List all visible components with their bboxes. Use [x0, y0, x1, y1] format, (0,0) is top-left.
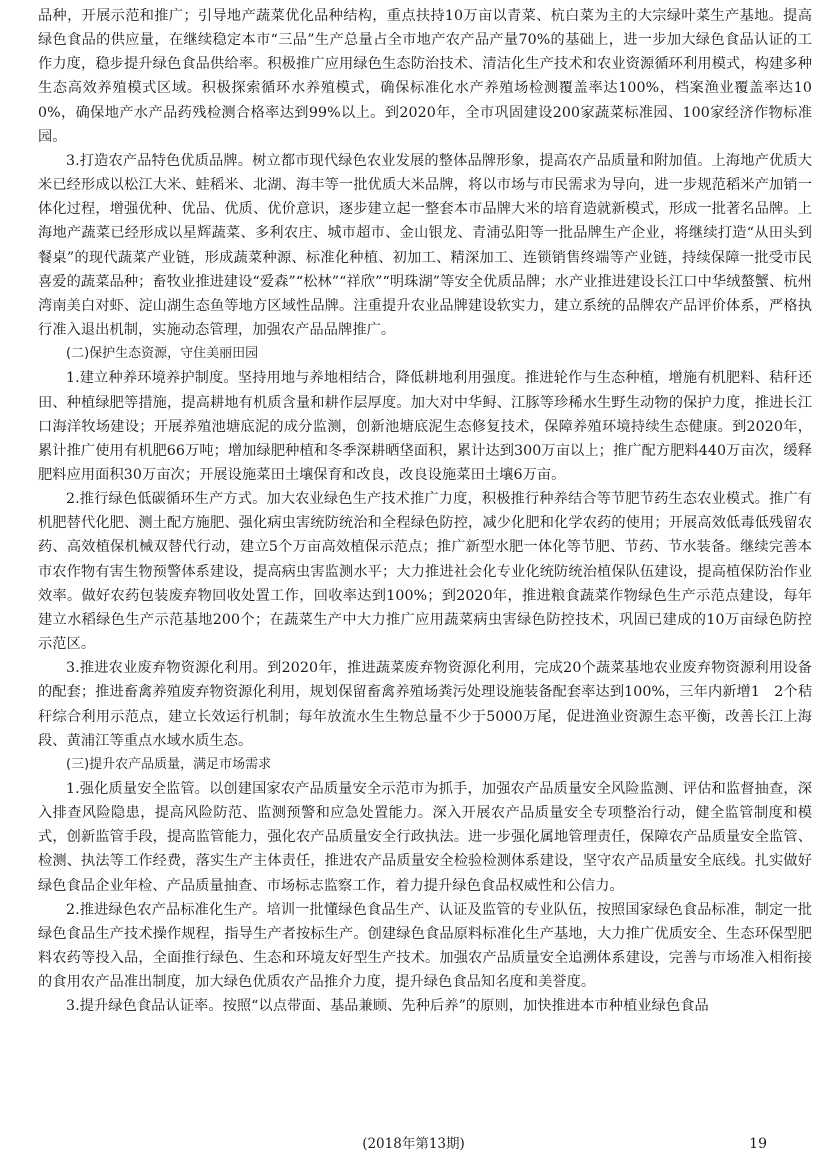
body-paragraph: 3.推进农业废弃物资源化利用。到2020年，推进蔬菜废弃物资源化利用，完成20个蔬菜基地农业废弃物资源利用设备的配套；推进畜禽养殖废弃物资源化利用，规划保留畜禽养殖场粪污处理设施装备配套率达到100%，三年内新增1 2个秸秆综合利用示范点，建立长效运行机制；每年放流水生生物总量不少于5000万尾，促进渔业资源生态平衡，改善长江上海段、黄浦江等重点水域水质生态。 [38, 660, 812, 749]
body-paragraph: 品种，开展示范和推广；引导地产蔬菜优化品种结构，重点扶持10万亩以青菜、杭白菜为主的大宗绿叶菜生产基地。提高绿色食品的供应量，在继续稳定本市“三品”生产总量占全市地产农产品产量70%的基础上，进一步加大绿色食品认证的工作力度，稳步提升绿色食品供给率。积极推广应用绿色生态防治技术、清洁化生产技术和农业资源循环利用模式，构建多种生态高效养殖模式区域。积极探索循环水养殖模式，确保标准化水产养殖场检测覆盖率达100%，档案渔业覆盖率达100%，确保地产水产品药残检测合格率达到99%以上。到2020年，全市巩固建设200家蔬菜标准园、100家经济作物标准园。 [38, 8, 812, 145]
issue-label: (2018年第13期) [362, 1136, 465, 1152]
body-paragraph: 2.推行绿色低碳循环生产方式。加大农业绿色生产技术推广力度，积极推行种养结合等节肥节药生态农业模式。推广有机肥替代化肥、测土配方施肥、强化病虫害统防统治和全程绿色防控，减少化肥和化学农药的使用；开展高效低毒低残留农药、高效植保机械双替代行动，建立5个万亩高效植保示范点；推广新型水肥一体化等节肥、节药、节水装备。继续完善本市农作物有害生物预警体系建设，提高病虫害监测水平；大力推进社会化专业化统防统治植保队伍建设，提高植保防治作业效率。做好农药包装废弃物回收处置工作，回收率达到100%；到2020年，推进粮食蔬菜作物绿色生产示范点建设，每年建立水稻绿色生产示范基地200个；在蔬菜生产中大力推广应用蔬菜病虫害绿色防控技术，巩固已建成的10万亩绿色防控示范区。 [38, 491, 812, 653]
section-heading: (三)提升农产品质量，满足市场需求 [66, 756, 272, 772]
body-paragraph: 3.提升绿色食品认证率。按照“以点带面、基品兼顾、先种后养”的原则，加快推进本市种植业绿色食品 [66, 998, 709, 1015]
body-paragraph: 1.强化质量安全监管。以创建国家农产品质量安全示范市为抓手，加强农产品质量安全风险监测、评估和监督抽查，深入排查风险隐患，提高风险防范、监测预警和应急处置能力。深入开展农产品质量安全专项整治行动，健全监管制度和模式，创新监管手段，提高监管能力，强化农产品质量安全行政执法。进一步强化属地管理责任，保障农产品质量安全监管、检测、执法等工作经费，落实生产主体责任，推进农产品质量安全检验检测体系建设，坚守农产品质量安全底线。扎实做好绿色食品企业年检、产品质量抽查、市场标志监察工作，着力提升绿色食品权威性和公信力。 [38, 781, 812, 894]
page-footer [0, 1132, 827, 1156]
document-body [38, 4, 812, 1019]
body-paragraph: 3.打造农产品特色优质品牌。树立都市现代绿色农业发展的整体品牌形象，提高农产品质量和附加值。上海地产优质大米已经形成以松江大米、蛙稻米、北湖、海丰等一批优质大米品牌，将以市场与市民需求为导向，进一步规范稻米产加销一体化过程，增强优种、优品、优质、优价意识，逐步建立起一整套本市品牌大米的培育造就新模式，形成一批著名品牌。上海地产蔬菜已经形成以星辉蔬菜、多利农庄、城市超市、金山银龙、青浦弘阳等一批品牌生产企业，将继续打造“从田头到餐桌”的现代蔬菜产业链，形成蔬菜种源、标准化种植、初加工、精深加工、连锁销售终端等产业链，持续保障一批受市民喜爱的蔬菜品种；畜牧业推进建设“爱森”“松林”“祥欣”“明珠湖”等安全优质品牌；水产业推进建设长江口中华绒螯蟹、杭州湾南美白对虾、淀山湖生态鱼等地方区域性品牌。注重提升农业品牌建设软实力，建立系统的品牌农产品评价体系，严格执行准入退出机制，实施动态管理，加强农产品品牌推广。 [38, 152, 812, 339]
body-paragraph: 1.建立种养环境养护制度。坚持用地与养地相结合，降低耕地利用强度。推进轮作与生态种植，增施有机肥料、秸秆还田、种植绿肥等措施，提高耕地有机质含量和耕作层厚度。加大对中华鲟、江豚等珍稀水生野生动物的保护力度，推进长江口海洋牧场建设；开展养殖池塘底泥的成分监测，创新池塘底泥生态修复技术，保障养殖环境持续生态健康。到2020年，累计推广使用有机肥66万吨；增加绿肥种植和冬季深耕晒垡面积，累计达到300万亩以上；推广配方肥料440万亩次，缓释肥料应用面积30万亩次；开展设施菜田土壤保育和改良，改良设施菜田土壤6万亩。 [38, 370, 812, 483]
page-number: 19 [749, 1136, 767, 1152]
section-heading: (二)保护生态资源，守住美丽田园 [66, 346, 259, 362]
body-paragraph: 2.推进绿色农产品标准化生产。培训一批懂绿色食品生产、认证及监管的专业队伍，按照国家绿色食品标准，制定一批绿色食品生产技术操作规程，指导生产者按标生产。创建绿色食品原料标准化生产基地，大力推广优质安全、生态环保型肥料农药等投入品，全面推行绿色、生态和环境友好型生产技术。加强农产品质量安全追溯体系建设，完善与市场准入相衔接的食用农产品准出制度，加大绿色优质农产品推介力度，提升绿色食品知名度和美誉度。 [38, 901, 812, 991]
